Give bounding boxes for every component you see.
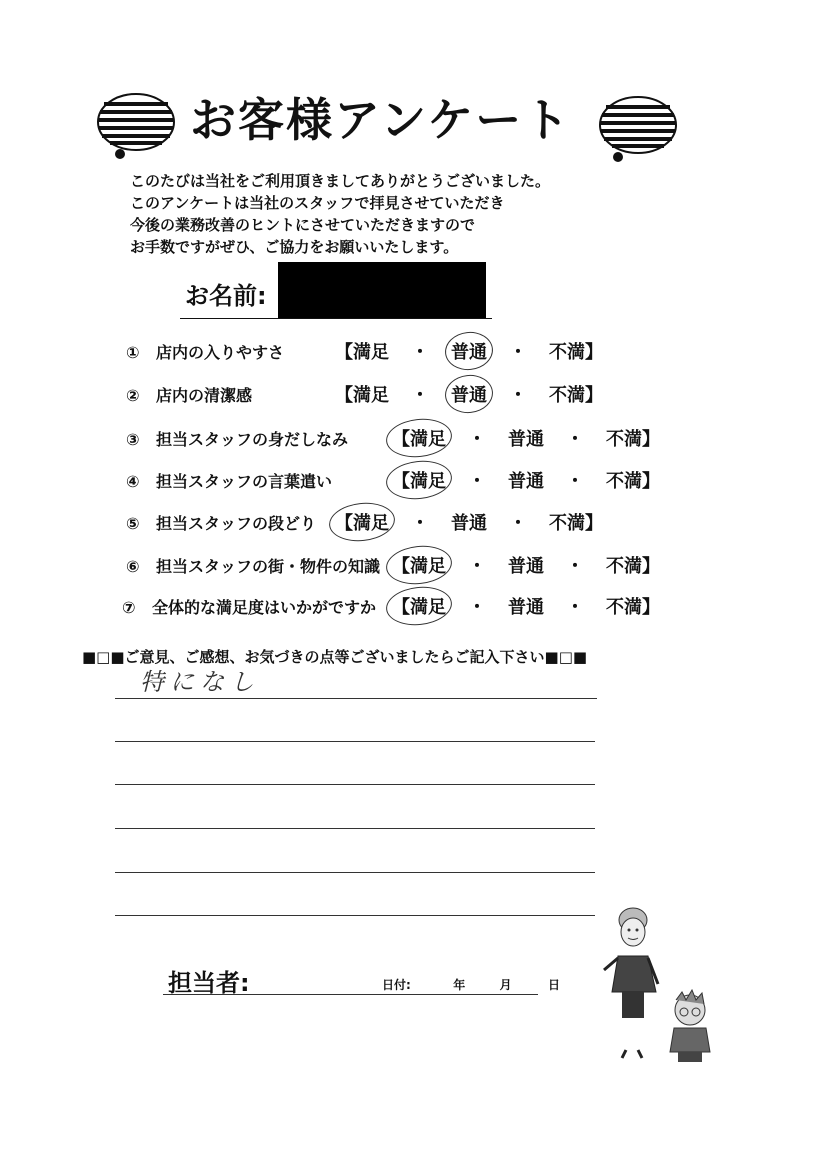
intro-text [130,170,550,258]
rating-option[interactable]: 不満】 [606,471,660,492]
name-redaction [278,262,486,318]
rating-option[interactable]: 【満足 [335,509,389,535]
rating-options [392,425,660,451]
comment-handwriting: 特になし [140,668,260,696]
rating-option[interactable]: 普通 [451,513,487,534]
comment-line [115,915,595,916]
staff-illustration-icon [598,900,728,1070]
question-number: ③ [126,430,140,449]
rating-option[interactable]: 普通 [508,556,544,577]
intro-line: お手数ですがぜひ、ご協力をお願いいたします。 [130,238,459,256]
option-separator: ・ [468,597,486,618]
rating-options [392,593,660,619]
rating-options [335,338,603,364]
rating-option[interactable]: 不満】 [606,597,660,618]
speech-bubble-right-icon [598,95,680,167]
option-separator: ・ [509,342,527,363]
question-text: 店内の入りやすさ [156,343,285,362]
date-label: 日付: [382,978,411,992]
staff-label: 担当者: [168,969,250,997]
rating-option[interactable]: 【満足 [335,385,389,406]
date-year: 年 [453,978,466,992]
rating-option[interactable]: 【満足 [392,425,446,451]
comment-header: ■□■ご意見、ご感想、お気づきの点等ございましたらご記入下さい■□■ [82,648,588,666]
rating-option[interactable]: 不満】 [606,429,660,450]
option-separator: ・ [566,429,584,450]
date-field [382,976,560,993]
rating-options [392,552,660,578]
rating-option[interactable]: 【満足 [392,593,446,619]
rating-option[interactable]: 普通 [451,338,487,364]
option-separator: ・ [566,471,584,492]
rating-option[interactable]: 不満】 [549,385,603,406]
rating-option[interactable]: 普通 [451,381,487,407]
rating-options [335,381,603,407]
option-separator: ・ [411,342,429,363]
intro-line: このアンケートは当社のスタッフで拝見させていただき [130,194,505,212]
rating-option[interactable]: 【満足 [392,552,446,578]
comment-line [115,872,595,873]
name-label: お名前: [185,282,267,310]
question-label [126,469,332,492]
rating-option[interactable]: 【満足 [335,342,389,363]
comment-line [115,828,595,829]
option-separator: ・ [509,385,527,406]
page-title: お客様アンケート [190,93,572,147]
question-text: 担当スタッフの身だしなみ [156,430,349,449]
rating-option[interactable]: 普通 [508,429,544,450]
rating-option[interactable]: 不満】 [549,513,603,534]
option-separator: ・ [468,471,486,492]
rating-option[interactable]: 普通 [508,597,544,618]
intro-line: 今後の業務改善のヒントにさせていただきますので [130,216,476,234]
question-label [126,427,348,450]
comment-line [115,741,595,742]
question-label [126,511,316,534]
question-number: ⑥ [126,557,140,576]
comment-line [115,698,597,699]
question-number: ④ [126,472,140,491]
question-text: 担当スタッフの言葉遣い [156,472,333,491]
option-separator: ・ [411,385,429,406]
rating-options [335,509,603,535]
name-underline [180,318,492,319]
date-day: 日 [547,978,560,992]
rating-option[interactable]: 普通 [508,471,544,492]
question-number: ① [126,343,140,362]
question-text: 担当スタッフの段どり [156,514,317,533]
question-label [122,595,376,618]
option-separator: ・ [566,597,584,618]
intro-line: このたびは当社をご利用頂きましてありがとうございました。 [130,172,551,190]
option-separator: ・ [566,556,584,577]
question-number: ⑦ [122,598,136,617]
date-month: 月 [499,978,512,992]
option-separator: ・ [468,556,486,577]
question-text: 全体的な満足度はいかがですか [152,598,377,617]
question-number: ② [126,386,140,405]
speech-bubble-left-icon [96,92,178,164]
question-text: 店内の清潔感 [156,386,253,405]
question-number: ⑤ [126,514,140,533]
rating-option[interactable]: 【満足 [392,467,446,493]
question-text: 担当スタッフの街・物件の知識 [156,557,381,576]
rating-option[interactable]: 不満】 [549,342,603,363]
question-label [126,340,284,363]
option-separator: ・ [468,429,486,450]
comment-line [115,784,595,785]
rating-options [392,467,660,493]
option-separator: ・ [509,513,527,534]
option-separator: ・ [411,513,429,534]
question-label [126,383,252,406]
question-label [126,554,380,577]
rating-option[interactable]: 不満】 [606,556,660,577]
staff-underline [163,994,538,995]
